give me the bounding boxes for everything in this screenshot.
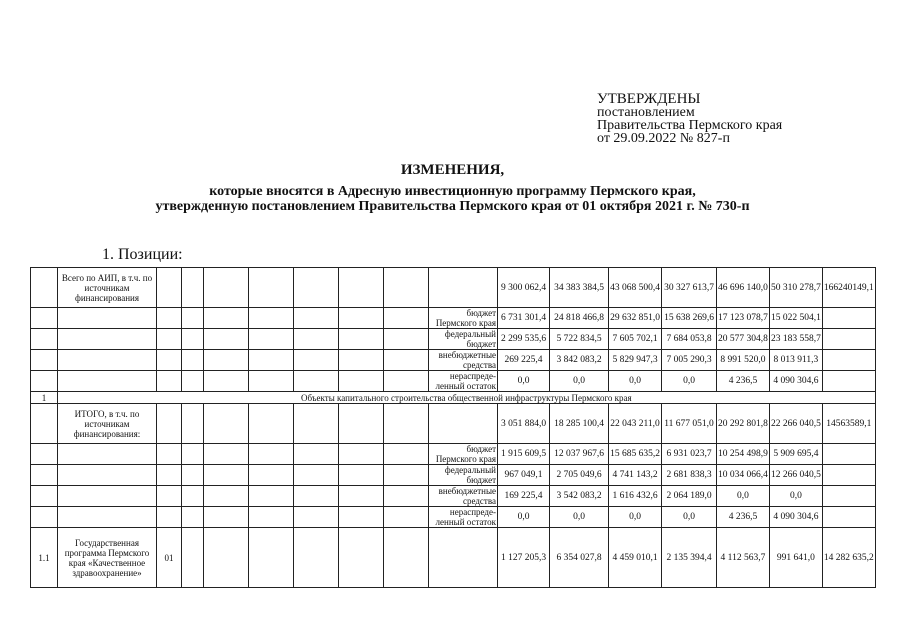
value-cell: 2 064 189,0 <box>662 486 717 507</box>
value-cell <box>822 465 875 486</box>
approved-line-3: от 29.09.2022 № 827-п <box>597 131 730 146</box>
source-label-cell: нераспреде-ленный остаток <box>429 507 498 528</box>
source-label-cell: внебюджетные средства <box>429 350 498 371</box>
value-cell: 0,0 <box>550 507 609 528</box>
value-cell: 43 068 500,4 <box>609 268 662 308</box>
empty-cell <box>31 371 58 392</box>
empty-cell <box>182 528 204 588</box>
source-label-cell: нераспреде-ленный остаток <box>429 371 498 392</box>
empty-cell <box>31 507 58 528</box>
value-cell: 15 022 504,1 <box>769 308 822 329</box>
value-cell: 18 285 100,4 <box>550 404 609 444</box>
empty-cell <box>157 308 182 329</box>
empty-cell <box>182 268 204 308</box>
value-cell: 1 915 609,5 <box>498 444 550 465</box>
investment-table <box>30 267 876 588</box>
value-cell: 4 459 010,1 <box>609 528 662 588</box>
empty-cell <box>249 308 294 329</box>
empty-cell <box>339 350 384 371</box>
approved-heading: УТВЕРЖДЕНЫ <box>597 91 701 107</box>
empty-cell <box>384 350 429 371</box>
empty-cell <box>294 528 339 588</box>
empty-cell <box>339 528 384 588</box>
empty-cell <box>384 486 429 507</box>
empty-cell <box>249 486 294 507</box>
value-cell: 3 842 083,2 <box>550 350 609 371</box>
empty-cell <box>294 444 339 465</box>
value-cell: 4 090 304,6 <box>769 371 822 392</box>
value-cell: 7 005 290,3 <box>662 350 717 371</box>
empty-cell <box>58 329 157 350</box>
value-cell: 0,0 <box>609 507 662 528</box>
empty-cell <box>384 268 429 308</box>
empty-cell <box>58 465 157 486</box>
approved-line-2: Правительства Пермского края <box>597 118 783 133</box>
value-cell: 2 681 838,3 <box>662 465 717 486</box>
empty-cell <box>157 404 182 444</box>
itogo-label: ИТОГО, в т.ч. по источникам финансирования: <box>58 404 157 444</box>
value-cell: 4 090 304,6 <box>769 507 822 528</box>
value-cell <box>822 308 875 329</box>
empty-cell <box>294 404 339 444</box>
value-cell: 1 616 432,6 <box>609 486 662 507</box>
value-cell: 4 112 563,7 <box>717 528 770 588</box>
value-cell <box>822 507 875 528</box>
program-code: 01 <box>157 528 182 588</box>
empty-cell <box>339 371 384 392</box>
empty-cell <box>384 404 429 444</box>
empty-cell <box>339 465 384 486</box>
value-cell: 0,0 <box>498 507 550 528</box>
value-cell: 14563589,1 <box>822 404 875 444</box>
table-row <box>31 528 876 588</box>
value-cell: 4 741 143,2 <box>609 465 662 486</box>
empty-cell <box>157 350 182 371</box>
source-label-cell: федеральный бюджет <box>429 465 498 486</box>
empty-cell <box>204 444 249 465</box>
subtitle-line-1: которые вносятся в Адресную инвестиционную программу Пермского края, <box>209 184 696 199</box>
positions-label: 1. Позиции: <box>102 246 183 263</box>
empty-cell <box>249 371 294 392</box>
empty-cell <box>182 486 204 507</box>
value-cell: 34 383 384,5 <box>550 268 609 308</box>
value-cell: 10 034 066,4 <box>717 465 770 486</box>
value-cell: 0,0 <box>717 486 770 507</box>
empty-cell <box>294 329 339 350</box>
value-cell <box>822 350 875 371</box>
source-label-cell: внебюджетные средства <box>429 486 498 507</box>
value-cell: 24 818 466,8 <box>550 308 609 329</box>
program-number: 1.1 <box>31 528 58 588</box>
value-cell: 12 037 967,6 <box>550 444 609 465</box>
empty-cell <box>157 507 182 528</box>
value-cell: 991 641,0 <box>769 528 822 588</box>
table-row <box>31 444 876 465</box>
value-cell: 8 013 911,3 <box>769 350 822 371</box>
empty-cell <box>157 444 182 465</box>
empty-cell <box>204 308 249 329</box>
value-cell <box>822 329 875 350</box>
value-cell: 29 632 851,0 <box>609 308 662 329</box>
value-cell: 30 327 613,7 <box>662 268 717 308</box>
value-cell: 0,0 <box>662 507 717 528</box>
value-cell: 50 310 278,7 <box>769 268 822 308</box>
value-cell: 6 731 301,4 <box>498 308 550 329</box>
value-cell: 4 236,5 <box>717 507 770 528</box>
empty-cell <box>157 268 182 308</box>
value-cell: 5 909 695,4 <box>769 444 822 465</box>
value-cell: 0,0 <box>662 371 717 392</box>
value-cell: 169 225,4 <box>498 486 550 507</box>
empty-cell <box>339 444 384 465</box>
value-cell: 22 043 211,0 <box>609 404 662 444</box>
empty-cell <box>294 268 339 308</box>
source-label-cell <box>429 268 498 308</box>
value-cell: 8 991 520,0 <box>717 350 770 371</box>
empty-cell <box>249 350 294 371</box>
empty-cell <box>182 350 204 371</box>
source-label-cell: бюджет Пермского края <box>429 444 498 465</box>
empty-cell <box>339 507 384 528</box>
empty-cell <box>204 404 249 444</box>
empty-cell <box>182 507 204 528</box>
empty-cell <box>58 444 157 465</box>
value-cell: 1 127 205,3 <box>498 528 550 588</box>
empty-cell <box>182 444 204 465</box>
value-cell <box>822 486 875 507</box>
table-row <box>31 308 876 329</box>
table-row <box>31 486 876 507</box>
table-row <box>31 465 876 486</box>
empty-cell <box>339 404 384 444</box>
source-label-cell <box>429 528 498 588</box>
value-cell: 269 225,4 <box>498 350 550 371</box>
empty-cell <box>31 329 58 350</box>
empty-cell <box>31 404 58 444</box>
empty-cell <box>58 486 157 507</box>
value-cell: 11 677 051,0 <box>662 404 717 444</box>
value-cell: 7 684 053,8 <box>662 329 717 350</box>
empty-cell <box>31 308 58 329</box>
value-cell: 2 705 049,6 <box>550 465 609 486</box>
empty-cell <box>204 465 249 486</box>
empty-cell <box>384 528 429 588</box>
program-label: Государственная программа Пермского края «Качественное здравоохранение» <box>58 528 157 588</box>
empty-cell <box>157 465 182 486</box>
empty-cell <box>31 268 58 308</box>
empty-cell <box>249 528 294 588</box>
empty-cell <box>294 465 339 486</box>
empty-cell <box>294 308 339 329</box>
empty-cell <box>249 444 294 465</box>
source-label-cell: федеральный бюджет <box>429 329 498 350</box>
value-cell <box>822 371 875 392</box>
empty-cell <box>204 507 249 528</box>
empty-cell <box>204 350 249 371</box>
value-cell: 23 183 558,7 <box>769 329 822 350</box>
value-cell: 0,0 <box>550 371 609 392</box>
value-cell: 46 696 140,0 <box>717 268 770 308</box>
empty-cell <box>384 444 429 465</box>
empty-cell <box>204 268 249 308</box>
value-cell: 6 931 023,7 <box>662 444 717 465</box>
empty-cell <box>31 350 58 371</box>
value-cell: 3 542 083,2 <box>550 486 609 507</box>
value-cell: 17 123 078,7 <box>717 308 770 329</box>
empty-cell <box>204 486 249 507</box>
empty-cell <box>384 371 429 392</box>
empty-cell <box>249 329 294 350</box>
value-cell: 15 638 269,6 <box>662 308 717 329</box>
value-cell: 0,0 <box>498 371 550 392</box>
empty-cell <box>339 268 384 308</box>
total-aip-label: Всего по АИП, в т.ч. по источникам финансирования <box>58 268 157 308</box>
empty-cell <box>249 404 294 444</box>
value-cell: 9 300 062,4 <box>498 268 550 308</box>
empty-cell <box>249 507 294 528</box>
table-row <box>31 404 876 444</box>
approved-line-1: постановлением <box>597 105 695 120</box>
empty-cell <box>182 371 204 392</box>
empty-cell <box>339 486 384 507</box>
source-label-cell <box>429 404 498 444</box>
table-row <box>31 371 876 392</box>
empty-cell <box>157 329 182 350</box>
empty-cell <box>294 486 339 507</box>
document-title: ИЗМЕНЕНИЯ, <box>400 162 505 178</box>
empty-cell <box>339 308 384 329</box>
section-title: Объекты капитального строительства общественной инфраструктуры Пермского края <box>58 392 876 404</box>
empty-cell <box>249 268 294 308</box>
empty-cell <box>384 507 429 528</box>
empty-cell <box>58 507 157 528</box>
empty-cell <box>31 444 58 465</box>
empty-cell <box>182 465 204 486</box>
value-cell: 22 266 040,5 <box>769 404 822 444</box>
section-row <box>31 392 876 404</box>
empty-cell <box>58 371 157 392</box>
approval-block <box>597 93 782 145</box>
value-cell: 12 266 040,5 <box>769 465 822 486</box>
value-cell: 2 135 394,4 <box>662 528 717 588</box>
empty-cell <box>182 308 204 329</box>
value-cell: 0,0 <box>769 486 822 507</box>
value-cell: 166240149,1 <box>822 268 875 308</box>
empty-cell <box>294 507 339 528</box>
empty-cell <box>31 486 58 507</box>
empty-cell <box>204 371 249 392</box>
value-cell: 20 577 304,8 <box>717 329 770 350</box>
source-label-cell: бюджет Пермского края <box>429 308 498 329</box>
value-cell <box>822 444 875 465</box>
empty-cell <box>157 371 182 392</box>
value-cell: 967 049,1 <box>498 465 550 486</box>
empty-cell <box>157 486 182 507</box>
empty-cell <box>204 329 249 350</box>
empty-cell <box>384 329 429 350</box>
empty-cell <box>294 371 339 392</box>
value-cell: 10 254 498,9 <box>717 444 770 465</box>
value-cell: 4 236,5 <box>717 371 770 392</box>
empty-cell <box>339 329 384 350</box>
table-row <box>31 507 876 528</box>
empty-cell <box>31 465 58 486</box>
section-number: 1 <box>31 392 58 404</box>
document-subtitle <box>0 184 905 214</box>
empty-cell <box>182 404 204 444</box>
value-cell: 0,0 <box>609 371 662 392</box>
empty-cell <box>384 465 429 486</box>
value-cell: 5 722 834,5 <box>550 329 609 350</box>
empty-cell <box>204 528 249 588</box>
value-cell: 3 051 884,0 <box>498 404 550 444</box>
empty-cell <box>249 465 294 486</box>
value-cell: 15 685 635,2 <box>609 444 662 465</box>
table-row <box>31 329 876 350</box>
empty-cell <box>182 329 204 350</box>
value-cell: 14 282 635,2 <box>822 528 875 588</box>
empty-cell <box>294 350 339 371</box>
empty-cell <box>58 308 157 329</box>
subtitle-line-2: утвержденную постановлением Правительства Пермского края от 01 октября 2021 г. № 730-п <box>155 199 750 214</box>
value-cell: 6 354 027,8 <box>550 528 609 588</box>
table-row <box>31 350 876 371</box>
value-cell: 20 292 801,8 <box>717 404 770 444</box>
value-cell: 5 829 947,3 <box>609 350 662 371</box>
value-cell: 2 299 535,6 <box>498 329 550 350</box>
empty-cell <box>58 350 157 371</box>
empty-cell <box>384 308 429 329</box>
table-row <box>31 268 876 308</box>
value-cell: 7 605 702,1 <box>609 329 662 350</box>
